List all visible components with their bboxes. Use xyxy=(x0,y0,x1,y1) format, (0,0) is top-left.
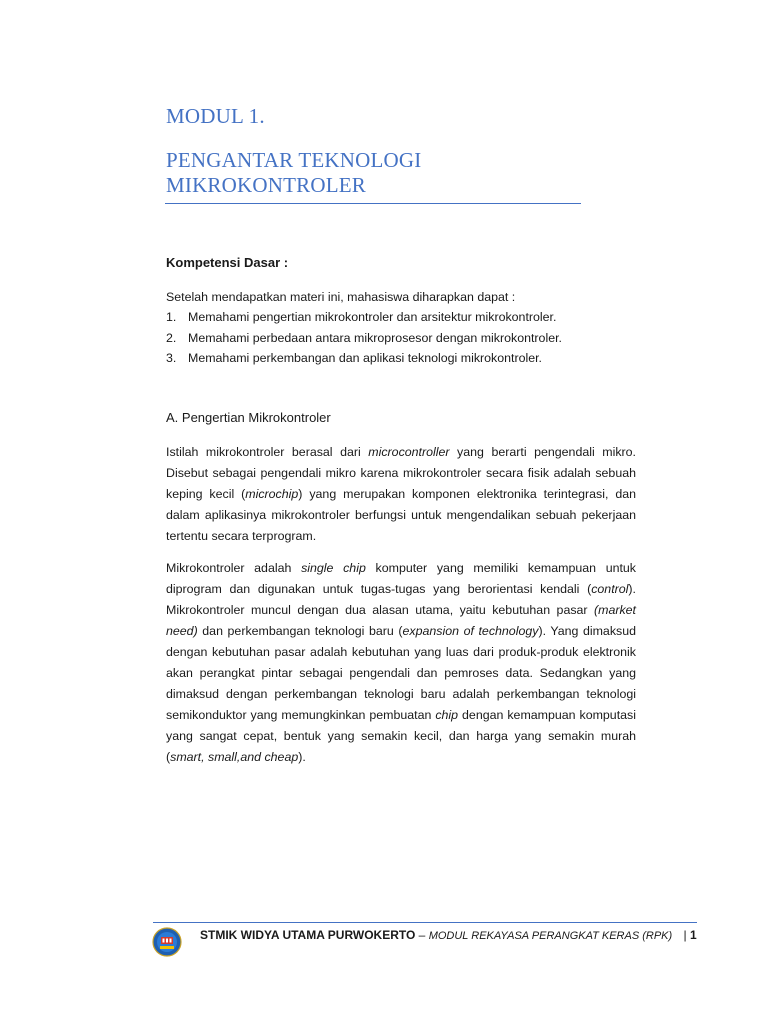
competency-heading: Kompetensi Dasar : xyxy=(166,255,289,270)
text-run: Istilah mikrokontroler berasal dari xyxy=(166,445,369,459)
italic-term: expansion of technology xyxy=(402,624,539,638)
footer-text xyxy=(200,928,697,942)
title-divider xyxy=(165,203,581,204)
module-title xyxy=(166,148,421,198)
competency-intro: Setelah mendapatkan materi ini, mahasiswa diharapkan dapat : xyxy=(166,290,516,304)
footer-page-separator: | xyxy=(683,928,687,942)
module-title-line-2: MIKROKONTROLER xyxy=(166,173,366,197)
section-a-heading: A. Pengertian Mikrokontroler xyxy=(166,410,331,425)
footer-divider xyxy=(153,922,697,923)
text-run: ). Yang dimaksud dengan kebutuhan pasar adalah kebutuhan yang luas dari produk-produk elektronik akan perangkat pintar sebagai pengendali dan pemroses data. Sedangkan yang dimaksud dengan perkembangan teknologi baru adalah perkembangan teknologi semikonduktor yang memungkinkan pembuatan xyxy=(166,624,636,722)
list-item-number: 3. xyxy=(166,351,177,365)
footer-institution: STMIK WIDYA UTAMA PURWOKERTO xyxy=(200,928,416,942)
page-number: 1 xyxy=(690,928,697,942)
italic-term: single chip xyxy=(301,561,366,575)
text-run: dan perkembangan teknologi baru ( xyxy=(197,624,403,638)
list-item-text: Memahami perbedaan antara mikroprosesor dengan mikrokontroler. xyxy=(188,330,562,345)
text-run: ). xyxy=(298,750,306,764)
footer-dash: – xyxy=(415,928,429,942)
italic-term: smart, small,and cheap xyxy=(170,750,299,764)
paragraph-definition xyxy=(166,442,636,547)
italic-term: chip xyxy=(435,708,459,722)
module-title-line-1: PENGANTAR TEKNOLOGI xyxy=(166,148,422,172)
footer-page xyxy=(684,928,697,942)
text-run: ). Mikrokontroler muncul dengan dua alasan utama, yaitu kebutuhan pasar xyxy=(166,582,636,617)
footer-module-name: MODUL REKAYASA PERANGKAT KERAS (RPK) xyxy=(428,930,673,942)
list-item-number: 1. xyxy=(166,310,177,324)
list-item xyxy=(166,351,646,372)
list-item-text: Memahami perkembangan dan aplikasi teknologi mikrokontroler. xyxy=(188,351,543,365)
university-seal-icon xyxy=(152,927,182,957)
list-item-text: Memahami pengertian mikrokontroler dan arsitektur mikrokontroler. xyxy=(188,310,557,324)
text-run: Mikrokontroler adalah xyxy=(166,561,302,575)
paragraph-description xyxy=(166,558,636,768)
list-item-number: 2. xyxy=(166,330,177,345)
module-number: MODUL 1. xyxy=(166,104,265,128)
italic-term: control xyxy=(591,582,629,596)
text-run: ) yang merupakan komponen elektronika terintegrasi, dan dalam aplikasinya mikrokontroler berfungsi untuk mengendalikan sebuah pekerjaan tertentu secara terprogram. xyxy=(166,487,636,543)
italic-term: microchip xyxy=(245,487,299,501)
competency-list xyxy=(166,310,646,372)
list-item xyxy=(166,331,646,352)
text-run: yang berarti pengendali mikro. Disebut sebagai pengendali mikro karena mikrokontroler secara fisik adalah sebuah keping kecil ( xyxy=(166,445,636,501)
text-run: komputer yang memiliki kemampuan untuk diprogram dan digunakan untuk tugas-tugas yang berorientasi kendali ( xyxy=(166,561,636,596)
italic-term: microcontroller xyxy=(368,445,450,459)
list-item xyxy=(166,310,646,331)
text-run: dengan kemampuan komputasi yang sangat cepat, bentuk yang semakin kecil, dan harga yang semakin murah ( xyxy=(166,708,636,764)
italic-term: (market need) xyxy=(166,603,636,638)
